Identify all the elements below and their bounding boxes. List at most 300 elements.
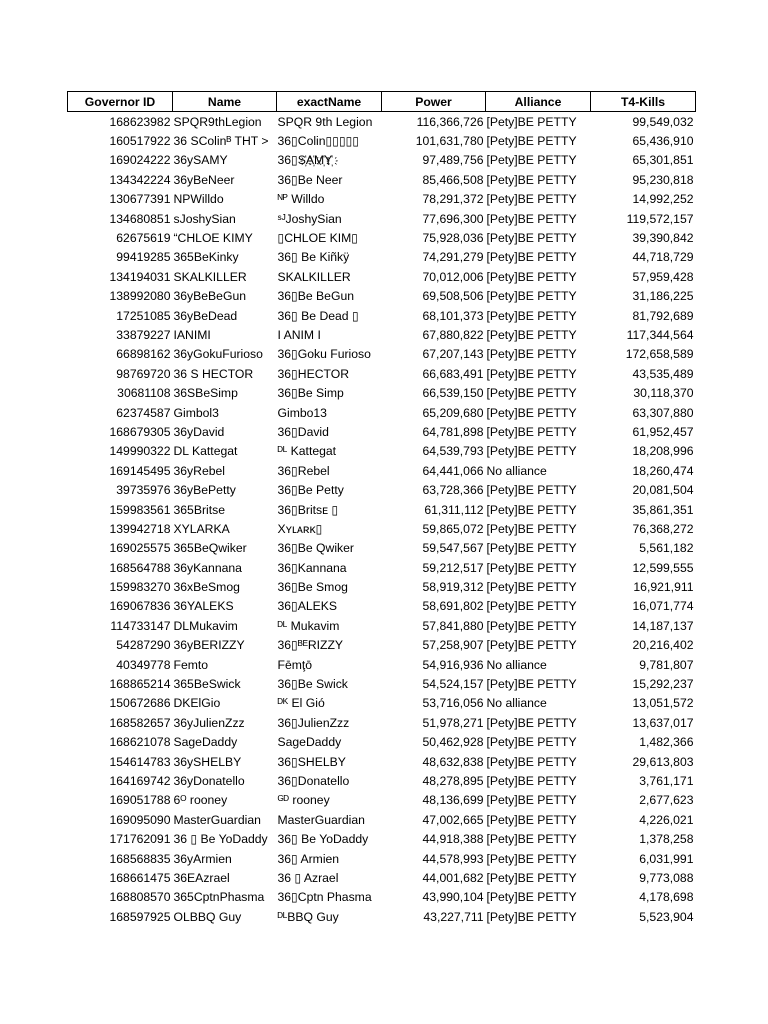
name-cell: Femto bbox=[173, 657, 209, 672]
table-row bbox=[68, 907, 696, 926]
governor-id-cell: 168621078 bbox=[109, 735, 171, 750]
governor-id-cell: 168679305 bbox=[109, 424, 171, 439]
exact-name-cell: 36▯ᴮᴱRIZZY bbox=[277, 638, 344, 653]
power-cell: 64,441,066 bbox=[422, 463, 484, 478]
power-cell: 48,278,895 bbox=[422, 773, 484, 788]
alliance-cell: [Pety]BE PETTY bbox=[486, 444, 577, 459]
name-cell: SKALKILLER bbox=[173, 269, 247, 284]
t4-kills-cell: 76,368,272 bbox=[632, 521, 694, 536]
exact-name-cell: Gimbo13 bbox=[277, 405, 327, 420]
t4-kills-cell: 3,761,171 bbox=[639, 773, 694, 788]
t4-kills-cell: 117,344,564 bbox=[626, 327, 694, 342]
alliance-cell: [Pety]BE PETTY bbox=[486, 773, 577, 788]
name-cell: 36yDonatello bbox=[173, 773, 245, 788]
governor-id-cell: 98769720 bbox=[116, 366, 171, 381]
governor-id-cell: 33879227 bbox=[116, 327, 171, 342]
name-cell: NPWilldo bbox=[173, 192, 224, 207]
alliance-cell: [Pety]BE PETTY bbox=[486, 618, 577, 633]
governor-id-cell: 62374587 bbox=[116, 405, 171, 420]
exact-name-cell: 36▯Be BeGun bbox=[277, 289, 354, 304]
table-row bbox=[68, 791, 696, 810]
table-row bbox=[68, 364, 696, 383]
table-row bbox=[68, 616, 696, 635]
power-cell: 68,101,373 bbox=[422, 308, 484, 323]
power-cell: 57,841,880 bbox=[422, 618, 484, 633]
exact-name-cell: 36▯Goku Furioso bbox=[277, 347, 371, 362]
t4-kills-cell: 20,081,504 bbox=[632, 483, 694, 498]
exact-name-cell: ᴰᴸ Mukavim bbox=[277, 618, 340, 633]
alliance-cell: No alliance bbox=[486, 657, 547, 672]
governor-id-cell: 159983270 bbox=[109, 580, 171, 595]
table-row bbox=[68, 849, 696, 868]
governor-id-cell: 62675619 bbox=[116, 231, 171, 246]
power-cell: 75,928,036 bbox=[422, 231, 484, 246]
t4-kills-cell: 14,187,137 bbox=[632, 618, 694, 633]
power-cell: 61,311,112 bbox=[424, 502, 484, 517]
governor-id-cell: 168865214 bbox=[109, 677, 171, 692]
governor-id-cell: 168564788 bbox=[109, 560, 171, 575]
exact-name-cell: 36▯David bbox=[277, 424, 329, 439]
exact-name-cell: 36▯Colin▯▯▯▯▯ bbox=[277, 134, 360, 149]
alliance-cell: [Pety]BE PETTY bbox=[486, 832, 577, 847]
table-row bbox=[68, 131, 696, 150]
exact-name-cell: ᴰᴷ El Gió bbox=[277, 696, 325, 711]
exact-name-cell: SPQR 9th Legion bbox=[277, 114, 373, 129]
name-cell: 36 SColinᴮ THT > bbox=[173, 134, 269, 149]
name-cell: SPQR9thLegion bbox=[173, 114, 262, 129]
table-row bbox=[68, 209, 696, 228]
governor-id-cell: 149990322 bbox=[109, 444, 171, 459]
name-cell: 36yGokuFurioso bbox=[173, 347, 263, 362]
t4-kills-cell: 39,390,842 bbox=[632, 231, 694, 246]
name-cell: 6ᴼ rooney bbox=[173, 793, 228, 808]
governor-id-cell: 130677391 bbox=[109, 192, 171, 207]
t4-kills-cell: 5,561,182 bbox=[639, 541, 694, 556]
power-cell: 53,716,056 bbox=[422, 696, 484, 711]
table-row bbox=[68, 267, 696, 286]
governor-id-cell: 99419285 bbox=[116, 250, 171, 265]
alliance-cell: [Pety]BE PETTY bbox=[486, 327, 577, 342]
table-row bbox=[68, 151, 696, 170]
power-cell: 63,728,366 bbox=[422, 483, 484, 498]
t4-kills-cell: 16,921,911 bbox=[633, 580, 694, 595]
name-cell: 365BeSwick bbox=[173, 677, 241, 692]
governor-id-cell: 40349778 bbox=[116, 657, 171, 672]
alliance-cell: [Pety]BE PETTY bbox=[486, 638, 577, 653]
t4-kills-cell: 13,637,017 bbox=[632, 715, 694, 730]
governor-id-cell: 169145495 bbox=[109, 463, 171, 478]
exact-name-cell: 36▯Be Qwiker bbox=[277, 541, 354, 556]
power-cell: 59,865,072 bbox=[422, 521, 484, 536]
name-cell: 36xBeSmog bbox=[173, 580, 240, 595]
table-row bbox=[68, 752, 696, 771]
power-cell: 44,578,993 bbox=[422, 851, 484, 866]
table-row bbox=[68, 480, 696, 499]
governor-id-cell: 134680851 bbox=[109, 211, 171, 226]
header-power: Power bbox=[382, 92, 486, 112]
table-row bbox=[68, 597, 696, 616]
table-row bbox=[68, 694, 696, 713]
exact-name-cell: 36▯Be Petty bbox=[277, 483, 344, 498]
exact-name-cell: SKALKILLER bbox=[277, 269, 351, 284]
power-cell: 66,683,491 bbox=[422, 366, 484, 381]
table-row bbox=[68, 170, 696, 189]
table-row bbox=[68, 733, 696, 752]
t4-kills-cell: 119,572,157 bbox=[626, 211, 694, 226]
governor-id-cell: 168808570 bbox=[109, 890, 171, 905]
name-cell: XYLARKA bbox=[173, 521, 230, 536]
table-row bbox=[68, 306, 696, 325]
exact-name-cell: 36▯Be Swick bbox=[277, 677, 348, 692]
table-row bbox=[68, 577, 696, 596]
exact-name-cell: ᴰᴸ Kattegat bbox=[277, 444, 337, 459]
governor-id-cell: 134194031 bbox=[109, 269, 171, 284]
power-cell: 43,990,104 bbox=[422, 890, 484, 905]
t4-kills-cell: 99,549,032 bbox=[632, 114, 694, 129]
power-cell: 44,918,388 bbox=[422, 832, 484, 847]
name-cell: 36yDavid bbox=[173, 424, 225, 439]
alliance-cell: [Pety]BE PETTY bbox=[486, 211, 577, 226]
governor-id-cell: 169025575 bbox=[109, 541, 171, 556]
table-row bbox=[68, 539, 696, 558]
name-cell: DKElGio bbox=[173, 696, 221, 711]
exact-name-cell: ˢᴶJoshySian bbox=[277, 211, 342, 226]
power-cell: 54,524,157 bbox=[422, 677, 484, 692]
table-row bbox=[68, 190, 696, 209]
governor-id-cell: 150672686 bbox=[109, 696, 171, 711]
name-cell: Gimbol3 bbox=[173, 405, 219, 420]
table-row bbox=[68, 287, 696, 306]
table-row bbox=[68, 636, 696, 655]
name-cell: 36yBePetty bbox=[173, 483, 236, 498]
governor-id-cell: 159983561 bbox=[109, 502, 171, 517]
exact-name-cell: 36▯Be Smog bbox=[277, 580, 348, 595]
table-row bbox=[68, 442, 696, 461]
name-cell: OLBBQ Guy bbox=[173, 909, 242, 924]
table-row bbox=[68, 248, 696, 267]
power-cell: 48,632,838 bbox=[422, 754, 484, 769]
power-cell: 43,227,711 bbox=[423, 909, 484, 924]
power-cell: 59,547,567 bbox=[422, 541, 484, 556]
governor-id-cell: 168597925 bbox=[109, 909, 171, 924]
table-row bbox=[68, 655, 696, 674]
table-row bbox=[68, 558, 696, 577]
governor-id-cell: 17251085 bbox=[116, 308, 171, 323]
alliance-cell: [Pety]BE PETTY bbox=[486, 851, 577, 866]
name-cell: 36 ▯ Be YoDaddy bbox=[173, 832, 268, 847]
name-cell: “CHLOE KIMY bbox=[173, 231, 253, 246]
alliance-cell: [Pety]BE PETTY bbox=[486, 289, 577, 304]
alliance-cell: [Pety]BE PETTY bbox=[486, 483, 577, 498]
name-cell: 36yRebel bbox=[173, 463, 225, 478]
alliance-cell: [Pety]BE PETTY bbox=[486, 153, 577, 168]
exact-name-cell: 36▯ Be YoDaddy bbox=[277, 832, 369, 847]
header-alliance: Alliance bbox=[486, 92, 591, 112]
t4-kills-cell: 43,535,489 bbox=[632, 366, 694, 381]
alliance-cell: [Pety]BE PETTY bbox=[486, 521, 577, 536]
t4-kills-cell: 15,292,237 bbox=[632, 677, 694, 692]
power-cell: 58,919,312 bbox=[422, 580, 484, 595]
power-cell: 66,539,150 bbox=[422, 386, 484, 401]
exact-name-cell: ᴳᴰ rooney bbox=[277, 793, 330, 808]
power-cell: 70,012,006 bbox=[422, 269, 484, 284]
t4-kills-cell: 61,952,457 bbox=[632, 424, 694, 439]
exact-name-cell: 36▯Britsᴇ ▯ bbox=[277, 502, 339, 517]
name-cell: 36yArmien bbox=[173, 851, 232, 866]
alliance-cell: [Pety]BE PETTY bbox=[486, 735, 577, 750]
power-cell: 51,978,271 bbox=[422, 715, 484, 730]
governor-id-cell: 30681108 bbox=[117, 386, 171, 401]
name-cell: sJoshySian bbox=[173, 211, 236, 226]
alliance-cell: [Pety]BE PETTY bbox=[486, 405, 577, 420]
t4-kills-cell: 65,301,851 bbox=[632, 153, 694, 168]
exact-name-cell: I ANIM I bbox=[277, 327, 321, 342]
t4-kills-cell: 57,959,428 bbox=[632, 269, 694, 284]
exact-name-cell: 36▯ Armien bbox=[277, 851, 340, 866]
exact-name-cell: ᴰᴸBBQ Guy bbox=[277, 909, 339, 924]
t4-kills-cell: 4,178,698 bbox=[639, 890, 694, 905]
power-cell: 74,291,279 bbox=[422, 250, 484, 265]
alliance-cell: [Pety]BE PETTY bbox=[486, 870, 577, 885]
alliance-cell: [Pety]BE PETTY bbox=[486, 231, 577, 246]
table-row bbox=[68, 325, 696, 344]
name-cell: 36SBeSimp bbox=[173, 386, 238, 401]
t4-kills-cell: 63,307,880 bbox=[632, 405, 694, 420]
t4-kills-cell: 5,523,904 bbox=[639, 909, 694, 924]
t4-kills-cell: 31,186,225 bbox=[632, 289, 694, 304]
governor-id-cell: 169051788 bbox=[109, 793, 171, 808]
table-row bbox=[68, 771, 696, 790]
t4-kills-cell: 13,051,572 bbox=[632, 696, 694, 711]
governor-id-cell: 164169742 bbox=[109, 773, 171, 788]
header-row bbox=[68, 92, 696, 112]
t4-kills-cell: 20,216,402 bbox=[632, 638, 694, 653]
exact-name-cell: 36 ▯ Azrael bbox=[277, 870, 339, 885]
governor-id-cell: 168661475 bbox=[109, 870, 171, 885]
governor-id-cell: 139942718 bbox=[109, 521, 171, 536]
name-cell: 36 S HECTOR bbox=[173, 366, 254, 381]
governor-id-cell: 54287290 bbox=[116, 638, 171, 653]
exact-name-cell: ᴺᴾ Willdo bbox=[277, 192, 325, 207]
name-cell: 365BeQwiker bbox=[173, 541, 247, 556]
power-cell: 69,508,506 bbox=[422, 289, 484, 304]
power-cell: 64,781,898 bbox=[422, 424, 484, 439]
alliance-cell: [Pety]BE PETTY bbox=[486, 269, 577, 284]
alliance-cell: [Pety]BE PETTY bbox=[486, 386, 577, 401]
t4-kills-cell: 29,613,803 bbox=[632, 754, 694, 769]
governor-id-cell: 168623982 bbox=[109, 114, 171, 129]
t4-kills-cell: 6,031,991 bbox=[639, 851, 694, 866]
name-cell: 36EAzrael bbox=[173, 870, 230, 885]
t4-kills-cell: 12,599,555 bbox=[632, 560, 694, 575]
power-cell: 58,691,802 bbox=[422, 599, 484, 614]
alliance-cell: [Pety]BE PETTY bbox=[486, 677, 577, 692]
exact-name-cell: 36▯HECTOR bbox=[277, 366, 350, 381]
power-cell: 116,366,726 bbox=[416, 114, 484, 129]
alliance-cell: No alliance bbox=[486, 463, 547, 478]
alliance-cell: [Pety]BE PETTY bbox=[486, 560, 577, 575]
table-row bbox=[68, 383, 696, 402]
name-cell: 36yBERIZZY bbox=[173, 638, 245, 653]
exact-name-cell: 36▯ALEKS bbox=[277, 599, 338, 614]
table-row bbox=[68, 422, 696, 441]
table-row bbox=[68, 810, 696, 829]
alliance-cell: [Pety]BE PETTY bbox=[486, 424, 577, 439]
name-cell: 365BeKinky bbox=[173, 250, 239, 265]
alliance-cell: [Pety]BE PETTY bbox=[486, 754, 577, 769]
t4-kills-cell: 1,378,258 bbox=[639, 832, 694, 847]
alliance-cell: [Pety]BE PETTY bbox=[486, 812, 577, 827]
power-cell: 54,916,936 bbox=[422, 657, 484, 672]
name-cell: 36ySHELBY bbox=[173, 754, 242, 769]
header-exact-name: exactName bbox=[277, 92, 382, 112]
alliance-cell: [Pety]BE PETTY bbox=[486, 599, 577, 614]
power-cell: 47,002,665 bbox=[422, 812, 484, 827]
exact-name-cell: SageDaddy bbox=[277, 735, 342, 750]
power-cell: 57,258,907 bbox=[422, 638, 484, 653]
power-cell: 59,212,517 bbox=[422, 560, 484, 575]
exact-name-cell: 36▯SHELBY bbox=[277, 754, 346, 769]
t4-kills-cell: 16,071,774 bbox=[632, 599, 694, 614]
alliance-cell: [Pety]BE PETTY bbox=[486, 890, 577, 905]
name-cell: 36yBeBeGun bbox=[173, 289, 247, 304]
name-cell: 36yBeNeer bbox=[173, 172, 235, 187]
alliance-cell: [Pety]BE PETTY bbox=[486, 192, 577, 207]
t4-kills-cell: 18,208,996 bbox=[632, 444, 694, 459]
table-row bbox=[68, 674, 696, 693]
name-cell: 36YALEKS bbox=[173, 599, 234, 614]
t4-kills-cell: 65,436,910 bbox=[632, 134, 694, 149]
governor-id-cell: 169024222 bbox=[109, 153, 171, 168]
exact-name-cell: 36▯Be Simp bbox=[277, 386, 344, 401]
alliance-cell: [Pety]BE PETTY bbox=[486, 541, 577, 556]
exact-name-cell: 36▯ Be Dead ▯ bbox=[277, 308, 359, 323]
exact-name-cell: Fēmţō bbox=[277, 657, 313, 672]
table-row bbox=[68, 461, 696, 480]
table-body bbox=[68, 112, 696, 927]
table-row bbox=[68, 713, 696, 732]
name-cell: 36yBeDead bbox=[173, 308, 238, 323]
exact-name-cell: 36▯Cptn Phasma bbox=[277, 890, 372, 905]
name-cell: SageDaddy bbox=[173, 735, 238, 750]
name-cell: DLMukavim bbox=[173, 618, 238, 633]
t4-kills-cell: 18,260,474 bbox=[632, 463, 694, 478]
name-cell: 36yJulienZzz bbox=[173, 715, 245, 730]
alliance-cell: [Pety]BE PETTY bbox=[486, 172, 577, 187]
power-cell: 85,466,508 bbox=[422, 172, 484, 187]
t4-kills-cell: 4,226,021 bbox=[639, 812, 694, 827]
power-cell: 67,207,143 bbox=[422, 347, 484, 362]
t4-kills-cell: 172,658,589 bbox=[625, 347, 694, 362]
name-cell: 365CptnPhasma bbox=[173, 890, 265, 905]
governor-id-cell: 169095090 bbox=[109, 812, 171, 827]
governor-id-cell: 138992080 bbox=[109, 289, 171, 304]
power-cell: 64,539,793 bbox=[422, 444, 484, 459]
power-cell: 101,631,780 bbox=[415, 134, 484, 149]
exact-name-cell: ▯CHLOE KIM▯ bbox=[277, 231, 358, 246]
power-cell: 77,696,300 bbox=[422, 211, 484, 226]
t4-kills-cell: 44,718,729 bbox=[632, 250, 694, 265]
alliance-cell: [Pety]BE PETTY bbox=[486, 580, 577, 595]
governor-id-cell: 154614783 bbox=[109, 754, 171, 769]
exact-name-cell: Xʏʟᴀʀᴋ▯ bbox=[277, 521, 323, 536]
governor-id-cell: 134342224 bbox=[109, 172, 171, 187]
table-row bbox=[68, 500, 696, 519]
t4-kills-cell: 81,792,689 bbox=[632, 308, 694, 323]
name-cell: 36yKannana bbox=[173, 560, 242, 575]
governor-id-cell: 114733147 bbox=[110, 618, 171, 633]
alliance-cell: [Pety]BE PETTY bbox=[486, 308, 577, 323]
table-row bbox=[68, 829, 696, 848]
t4-kills-cell: 1,482,366 bbox=[639, 735, 694, 750]
header-name: Name bbox=[173, 92, 277, 112]
t4-kills-cell: 30,118,370 bbox=[633, 386, 694, 401]
power-cell: 50,462,928 bbox=[422, 735, 484, 750]
governor-id-cell: 171762091 bbox=[109, 832, 171, 847]
alliance-cell: [Pety]BE PETTY bbox=[486, 114, 577, 129]
alliance-cell: [Pety]BE PETTY bbox=[486, 134, 577, 149]
power-cell: 78,291,372 bbox=[422, 192, 484, 207]
name-cell: 36ySAMY bbox=[173, 153, 228, 168]
table-row bbox=[68, 868, 696, 887]
alliance-cell: [Pety]BE PETTY bbox=[486, 366, 577, 381]
governor-table bbox=[67, 91, 696, 926]
alliance-cell: [Pety]BE PETTY bbox=[486, 793, 577, 808]
power-cell: 65,209,680 bbox=[422, 405, 484, 420]
governor-id-cell: 66898162 bbox=[116, 347, 171, 362]
governor-id-cell: 168582657 bbox=[109, 715, 171, 730]
t4-kills-cell: 95,230,818 bbox=[632, 172, 694, 187]
table-row bbox=[68, 345, 696, 364]
table-row bbox=[68, 228, 696, 247]
alliance-cell: [Pety]BE PETTY bbox=[486, 715, 577, 730]
governor-id-cell: 168568835 bbox=[109, 851, 171, 866]
t4-kills-cell: 14,992,252 bbox=[632, 192, 694, 207]
exact-name-cell: 36▯Rebel bbox=[277, 463, 330, 478]
exact-name-cell: 36▯Donatello bbox=[277, 773, 350, 788]
table-row bbox=[68, 403, 696, 422]
governor-id-cell: 169067836 bbox=[109, 599, 171, 614]
name-cell: DL Kattegat bbox=[173, 444, 238, 459]
name-cell: 365Britse bbox=[173, 502, 225, 517]
name-cell: IANIMI bbox=[173, 327, 211, 342]
power-cell: 48,136,699 bbox=[422, 793, 484, 808]
t4-kills-cell: 2,677,623 bbox=[639, 793, 694, 808]
governor-id-cell: 39735976 bbox=[116, 483, 171, 498]
alliance-cell: No alliance bbox=[486, 696, 547, 711]
governor-id-cell: 160517922 bbox=[109, 134, 171, 149]
power-cell: 44,001,682 bbox=[422, 870, 484, 885]
header-t4-kills: T4-Kills bbox=[591, 92, 696, 112]
exact-name-cell: 36▯S҉A҉M҉Y҉ bbox=[277, 153, 333, 168]
power-cell: 67,880,822 bbox=[422, 327, 484, 342]
table-row bbox=[68, 888, 696, 907]
alliance-cell: [Pety]BE PETTY bbox=[486, 909, 577, 924]
t4-kills-cell: 9,781,807 bbox=[639, 657, 694, 672]
alliance-cell: [Pety]BE PETTY bbox=[486, 502, 577, 517]
table-row bbox=[68, 112, 696, 132]
t4-kills-cell: 9,773,088 bbox=[639, 870, 694, 885]
alliance-cell: [Pety]BE PETTY bbox=[486, 250, 577, 265]
name-cell: MasterGuardian bbox=[173, 812, 261, 827]
table-row bbox=[68, 519, 696, 538]
exact-name-cell: 36▯JulienZzz bbox=[277, 715, 350, 730]
exact-name-cell: 36▯ Be Kiñkÿ bbox=[277, 250, 350, 265]
exact-name-cell: 36▯Be Neer bbox=[277, 172, 343, 187]
header-governor-id: Governor ID bbox=[68, 92, 173, 112]
exact-name-cell: MasterGuardian bbox=[277, 812, 365, 827]
t4-kills-cell: 35,861,351 bbox=[632, 502, 694, 517]
